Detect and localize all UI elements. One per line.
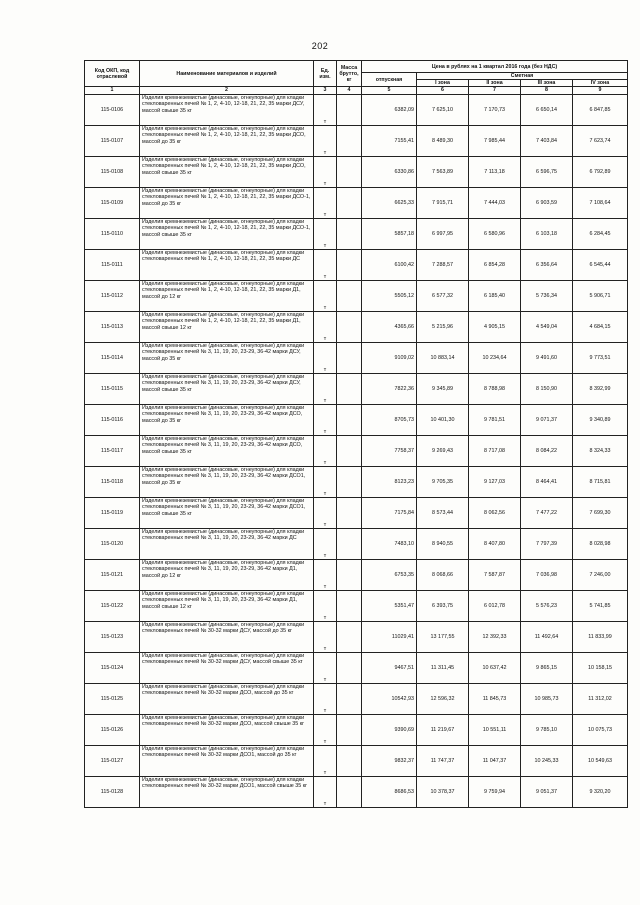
cell-zone-1-price: 12 596,32 (417, 684, 469, 715)
cell-zone-1-price: 8 573,44 (417, 498, 469, 529)
cell-zone-1-price: 11 747,37 (417, 746, 469, 777)
cell-zone-1-price: 8 940,55 (417, 529, 469, 560)
cell-zone-4-price: 5 906,71 (573, 281, 628, 312)
cell-release-price: 7822,36 (362, 374, 417, 405)
cell-zone-2-price: 6 854,28 (469, 250, 521, 281)
cell-mass (337, 343, 362, 374)
cell-release-price: 6753,35 (362, 560, 417, 591)
header-name: Наименование материалов и изделий (140, 61, 314, 87)
cell-zone-2-price: 6 012,78 (469, 591, 521, 622)
header-release-price: отпускная (362, 73, 417, 87)
cell-release-price: 4365,66 (362, 312, 417, 343)
cell-mass (337, 560, 362, 591)
cell-zone-4-price: 11 312,02 (573, 684, 628, 715)
cell-zone-2-price: 4 905,15 (469, 312, 521, 343)
cell-zone-2-price: 7 444,03 (469, 188, 521, 219)
cell-release-price: 8123,23 (362, 467, 417, 498)
cell-zone-2-price: 6 185,40 (469, 281, 521, 312)
cell-unit: т (314, 343, 337, 374)
table-row (85, 126, 628, 157)
cell-mass (337, 467, 362, 498)
cell-code: 115-0126 (85, 715, 140, 746)
cell-mass (337, 529, 362, 560)
cell-release-price: 5351,47 (362, 591, 417, 622)
cell-zone-3-price: 10 245,33 (521, 746, 573, 777)
cell-code: 115-0114 (85, 343, 140, 374)
cell-zone-2-price: 8 062,56 (469, 498, 521, 529)
cell-zone-2-price: 6 580,96 (469, 219, 521, 250)
cell-zone-3-price: 6 903,59 (521, 188, 573, 219)
cell-code: 115-0123 (85, 622, 140, 653)
cell-zone-4-price: 10 549,63 (573, 746, 628, 777)
cell-code: 115-0119 (85, 498, 140, 529)
cell-name: Изделия кремнеземистые (динасовые, огнеупорные) для кладки стекловаренных печей № 1, 2, 4-10, 12-18, 21, 22, 35 марки ДС (140, 250, 314, 281)
cell-zone-2-price: 8 717,08 (469, 436, 521, 467)
cell-mass (337, 126, 362, 157)
cell-release-price: 10542,93 (362, 684, 417, 715)
cell-release-price: 7175,84 (362, 498, 417, 529)
cell-code: 115-0112 (85, 281, 140, 312)
cell-unit: т (314, 374, 337, 405)
cell-release-price: 7758,37 (362, 436, 417, 467)
cell-mass (337, 622, 362, 653)
cell-zone-3-price: 9 491,60 (521, 343, 573, 374)
cell-unit: т (314, 591, 337, 622)
cell-code: 115-0125 (85, 684, 140, 715)
cell-zone-3-price: 6 596,75 (521, 157, 573, 188)
cell-zone-2-price: 7 587,87 (469, 560, 521, 591)
cell-zone-3-price: 6 103,18 (521, 219, 573, 250)
cell-zone-3-price: 9 071,37 (521, 405, 573, 436)
cell-zone-4-price: 7 108,64 (573, 188, 628, 219)
cell-zone-1-price: 9 705,35 (417, 467, 469, 498)
cell-unit: т (314, 653, 337, 684)
cell-code: 115-0111 (85, 250, 140, 281)
cell-mass (337, 281, 362, 312)
cell-code: 115-0117 (85, 436, 140, 467)
cell-zone-1-price: 10 378,37 (417, 777, 469, 808)
table-row (85, 467, 628, 498)
table-row (85, 95, 628, 126)
table-row (85, 746, 628, 777)
cell-zone-4-price: 6 792,89 (573, 157, 628, 188)
table-body (85, 95, 628, 808)
cell-zone-3-price: 8 084,22 (521, 436, 573, 467)
cell-name: Изделия кремнеземистые (динасовые, огнеупорные) для кладки стекловаренных печей № 1, 2, 4-10, 12-18, 21, 22, 35 марки ДСО, массой свыше 35 кг (140, 157, 314, 188)
cell-name: Изделия кремнеземистые (динасовые, огнеупорные) для кладки стекловаренных печей № 30-32 марки ДСО1, массой до 35 кг (140, 746, 314, 777)
cell-zone-4-price: 10 158,15 (573, 653, 628, 684)
cell-zone-3-price: 8 150,90 (521, 374, 573, 405)
cell-zone-3-price: 11 492,64 (521, 622, 573, 653)
page-number: 202 (311, 41, 329, 51)
table-row (85, 498, 628, 529)
cell-zone-4-price: 9 773,51 (573, 343, 628, 374)
cell-release-price: 6382,09 (362, 95, 417, 126)
cell-zone-1-price: 10 883,14 (417, 343, 469, 374)
table-row (85, 591, 628, 622)
cell-release-price: 8705,73 (362, 405, 417, 436)
cell-name: Изделия кремнеземистые (динасовые, огнеупорные) для кладки стекловаренных печей № 1, 2, 4-10, 12-18, 21, 22, 35 марки Д1, массой до 12 кг (140, 281, 314, 312)
cell-code: 115-0121 (85, 560, 140, 591)
table-row (85, 312, 628, 343)
cell-mass (337, 591, 362, 622)
cell-release-price: 11029,41 (362, 622, 417, 653)
cell-unit: т (314, 529, 337, 560)
column-number: 3 (314, 87, 337, 95)
cell-name: Изделия кремнеземистые (динасовые, огнеупорные) для кладки стекловаренных печей № 30-32 марки ДСУ, массой свыше 35 кг (140, 653, 314, 684)
cell-name: Изделия кремнеземистые (динасовые, огнеупорные) для кладки стекловаренных печей № 3, 11, 19, 20, 23-29, 36-42 марки Д1, массой свыше 12 кг (140, 591, 314, 622)
cell-name: Изделия кремнеземистые (динасовые, огнеупорные) для кладки стекловаренных печей № 3, 11, 19, 20, 23-29, 36-42 марки ДСО1, массой до 35 кг (140, 467, 314, 498)
table-row (85, 560, 628, 591)
table-row (85, 653, 628, 684)
column-number: 4 (337, 87, 362, 95)
cell-zone-2-price: 9 759,94 (469, 777, 521, 808)
table-row (85, 281, 628, 312)
cell-release-price: 9109,02 (362, 343, 417, 374)
column-number: 2 (140, 87, 314, 95)
cell-name: Изделия кремнеземистые (динасовые, огнеупорные) для кладки стекловаренных печей № 3, 11, 19, 20, 23-29, 36-42 марки ДСО, массой до 35 кг (140, 405, 314, 436)
cell-zone-3-price: 9 865,15 (521, 653, 573, 684)
cell-mass (337, 219, 362, 250)
cell-name: Изделия кремнеземистые (динасовые, огнеупорные) для кладки стекловаренных печей № 30-32 марки ДСО1, массой свыше 35 кг (140, 777, 314, 808)
cell-zone-1-price: 11 311,45 (417, 653, 469, 684)
cell-zone-4-price: 8 028,98 (573, 529, 628, 560)
header-zone-3: III зона (521, 80, 573, 87)
cell-unit: т (314, 157, 337, 188)
cell-mass (337, 250, 362, 281)
table-header (85, 61, 628, 95)
cell-zone-3-price: 7 403,84 (521, 126, 573, 157)
table-row (85, 405, 628, 436)
table-row (85, 343, 628, 374)
cell-unit: т (314, 467, 337, 498)
column-number: 9 (573, 87, 628, 95)
cell-zone-3-price: 4 549,04 (521, 312, 573, 343)
cell-code: 115-0124 (85, 653, 140, 684)
cell-zone-4-price: 9 320,20 (573, 777, 628, 808)
cell-unit: т (314, 250, 337, 281)
cell-zone-4-price: 6 847,85 (573, 95, 628, 126)
header-code: Код ОКП, код отраслевой (85, 61, 140, 87)
cell-zone-3-price: 7 477,22 (521, 498, 573, 529)
cell-zone-1-price: 6 393,75 (417, 591, 469, 622)
table-row (85, 436, 628, 467)
cell-release-price: 5857,18 (362, 219, 417, 250)
cell-unit: т (314, 95, 337, 126)
cell-zone-1-price: 7 915,71 (417, 188, 469, 219)
header-zone-4: IV зона (573, 80, 628, 87)
header-price-group: Цена в рублях на 1 квартал 2016 года (без НДС) (362, 61, 628, 73)
cell-unit: т (314, 777, 337, 808)
cell-zone-4-price: 10 075,73 (573, 715, 628, 746)
table-row (85, 622, 628, 653)
cell-zone-1-price: 6 997,95 (417, 219, 469, 250)
cell-zone-1-price: 7 288,57 (417, 250, 469, 281)
cell-mass (337, 374, 362, 405)
cell-zone-2-price: 12 392,33 (469, 622, 521, 653)
cell-mass (337, 188, 362, 219)
cell-release-price: 7483,10 (362, 529, 417, 560)
cell-zone-1-price: 9 345,89 (417, 374, 469, 405)
cell-name: Изделия кремнеземистые (динасовые, огнеупорные) для кладки стекловаренных печей № 3, 11, 19, 20, 23-29, 36-42 марки ДСУ, массой до 35 кг (140, 343, 314, 374)
cell-mass (337, 157, 362, 188)
cell-zone-2-price: 10 551,11 (469, 715, 521, 746)
cell-zone-4-price: 8 392,99 (573, 374, 628, 405)
cell-unit: т (314, 746, 337, 777)
cell-release-price: 8686,53 (362, 777, 417, 808)
cell-zone-3-price: 7 036,98 (521, 560, 573, 591)
column-number-row (85, 87, 628, 95)
cell-zone-2-price: 8 407,80 (469, 529, 521, 560)
cell-zone-3-price: 7 797,39 (521, 529, 573, 560)
cell-name: Изделия кремнеземистые (динасовые, огнеупорные) для кладки стекловаренных печей № 3, 11, 19, 20, 23-29, 36-42 марки Д1, массой до 12 кг (140, 560, 314, 591)
cell-name: Изделия кремнеземистые (динасовые, огнеупорные) для кладки стекловаренных печей № 3, 11, 19, 20, 23-29, 36-42 марки ДС (140, 529, 314, 560)
cell-zone-3-price: 6 650,14 (521, 95, 573, 126)
table-row (85, 188, 628, 219)
cell-zone-1-price: 13 177,55 (417, 622, 469, 653)
cell-zone-2-price: 8 788,98 (469, 374, 521, 405)
table-row (85, 157, 628, 188)
cell-mass (337, 777, 362, 808)
header-zone-1: I зона (417, 80, 469, 87)
cell-zone-2-price: 9 127,03 (469, 467, 521, 498)
cell-release-price: 6625,33 (362, 188, 417, 219)
cell-release-price: 9832,37 (362, 746, 417, 777)
column-number: 7 (469, 87, 521, 95)
cell-mass (337, 436, 362, 467)
cell-name: Изделия кремнеземистые (динасовые, огнеупорные) для кладки стекловаренных печей № 3, 11, 19, 20, 23-29, 36-42 марки ДСО1, массой свыше 35 кг (140, 498, 314, 529)
cell-code: 115-0107 (85, 126, 140, 157)
cell-name: Изделия кремнеземистые (динасовые, огнеупорные) для кладки стекловаренных печей № 1, 2, 4-10, 12-18, 21, 22, 35 марки ДСУ, массой свыше 35 кг (140, 95, 314, 126)
cell-unit: т (314, 622, 337, 653)
price-table (84, 60, 628, 808)
cell-unit: т (314, 436, 337, 467)
cell-release-price: 6100,42 (362, 250, 417, 281)
header-unit: Ед. изм. (314, 61, 337, 87)
cell-code: 115-0106 (85, 95, 140, 126)
cell-name: Изделия кремнеземистые (динасовые, огнеупорные) для кладки стекловаренных печей № 1, 2, 4-10, 12-18, 21, 22, 35 марки ДСО, массой до 35 кг (140, 126, 314, 157)
column-number: 8 (521, 87, 573, 95)
column-number: 5 (362, 87, 417, 95)
table-row (85, 529, 628, 560)
cell-name: Изделия кремнеземистые (динасовые, огнеупорные) для кладки стекловаренных печей № 3, 11, 19, 20, 23-29, 36-42 марки ДСУ, массой свыше 35 кг (140, 374, 314, 405)
cell-code: 115-0122 (85, 591, 140, 622)
table-row (85, 684, 628, 715)
header-mass: Масса брутто, кг (337, 61, 362, 87)
cell-unit: т (314, 715, 337, 746)
cell-mass (337, 95, 362, 126)
cell-release-price: 7155,41 (362, 126, 417, 157)
cell-code: 115-0120 (85, 529, 140, 560)
cell-zone-2-price: 7 985,44 (469, 126, 521, 157)
cell-zone-3-price: 9 051,37 (521, 777, 573, 808)
cell-name: Изделия кремнеземистые (динасовые, огнеупорные) для кладки стекловаренных печей № 30-32 марки ДСО, массой свыше 35 кг (140, 715, 314, 746)
column-number: 6 (417, 87, 469, 95)
cell-code: 115-0127 (85, 746, 140, 777)
cell-mass (337, 405, 362, 436)
cell-zone-4-price: 11 833,99 (573, 622, 628, 653)
cell-zone-3-price: 10 985,73 (521, 684, 573, 715)
cell-mass (337, 715, 362, 746)
cell-zone-1-price: 9 269,43 (417, 436, 469, 467)
cell-mass (337, 684, 362, 715)
cell-zone-4-price: 5 741,85 (573, 591, 628, 622)
cell-code: 115-0116 (85, 405, 140, 436)
cell-zone-3-price: 6 356,64 (521, 250, 573, 281)
table-row (85, 777, 628, 808)
cell-zone-2-price: 7 170,73 (469, 95, 521, 126)
cell-zone-4-price: 6 545,44 (573, 250, 628, 281)
cell-code: 115-0118 (85, 467, 140, 498)
table-row (85, 219, 628, 250)
cell-unit: т (314, 684, 337, 715)
cell-zone-2-price: 11 047,37 (469, 746, 521, 777)
cell-code: 115-0113 (85, 312, 140, 343)
table-row (85, 374, 628, 405)
cell-zone-4-price: 7 699,30 (573, 498, 628, 529)
table-row (85, 715, 628, 746)
cell-name: Изделия кремнеземистые (динасовые, огнеупорные) для кладки стекловаренных печей № 30-32 марки ДСУ, массой до 35 кг (140, 622, 314, 653)
cell-zone-1-price: 11 219,67 (417, 715, 469, 746)
cell-zone-2-price: 10 234,64 (469, 343, 521, 374)
cell-name: Изделия кремнеземистые (динасовые, огнеупорные) для кладки стекловаренных печей № 1, 2, 4-10, 12-18, 21, 22, 35 марки ДСО-1, массой до 35 кг (140, 188, 314, 219)
cell-zone-4-price: 4 684,15 (573, 312, 628, 343)
cell-zone-2-price: 10 637,42 (469, 653, 521, 684)
cell-release-price: 9467,51 (362, 653, 417, 684)
cell-unit: т (314, 188, 337, 219)
cell-zone-3-price: 5 736,34 (521, 281, 573, 312)
cell-mass (337, 746, 362, 777)
cell-mass (337, 312, 362, 343)
cell-code: 115-0128 (85, 777, 140, 808)
cell-name: Изделия кремнеземистые (динасовые, огнеупорные) для кладки стекловаренных печей № 1, 2, 4-10, 12-18, 21, 22, 35 марки Д1, массой свыше 12 кг (140, 312, 314, 343)
cell-unit: т (314, 498, 337, 529)
cell-unit: т (314, 560, 337, 591)
cell-zone-3-price: 5 576,23 (521, 591, 573, 622)
cell-code: 115-0115 (85, 374, 140, 405)
column-number: 1 (85, 87, 140, 95)
cell-unit: т (314, 126, 337, 157)
cell-zone-1-price: 5 215,96 (417, 312, 469, 343)
cell-zone-4-price: 6 284,45 (573, 219, 628, 250)
cell-mass (337, 653, 362, 684)
cell-unit: т (314, 281, 337, 312)
cell-zone-4-price: 7 246,00 (573, 560, 628, 591)
cell-zone-1-price: 10 401,30 (417, 405, 469, 436)
cell-zone-4-price: 9 340,89 (573, 405, 628, 436)
cell-unit: т (314, 219, 337, 250)
cell-code: 115-0109 (85, 188, 140, 219)
header-smeta-group: Сметная (417, 73, 628, 80)
cell-mass (337, 498, 362, 529)
cell-zone-4-price: 7 623,74 (573, 126, 628, 157)
cell-unit: т (314, 405, 337, 436)
cell-zone-2-price: 7 113,18 (469, 157, 521, 188)
cell-zone-2-price: 9 781,51 (469, 405, 521, 436)
cell-name: Изделия кремнеземистые (динасовые, огнеупорные) для кладки стекловаренных печей № 3, 11, 19, 20, 23-29, 36-42 марки ДСО, массой свыше 35 кг (140, 436, 314, 467)
cell-name: Изделия кремнеземистые (динасовые, огнеупорные) для кладки стекловаренных печей № 1, 2, 4-10, 12-18, 21, 22, 35 марки ДСО-1, массой свыше 35 кг (140, 219, 314, 250)
cell-release-price: 5505,12 (362, 281, 417, 312)
cell-zone-3-price: 8 464,41 (521, 467, 573, 498)
cell-zone-3-price: 9 785,10 (521, 715, 573, 746)
cell-zone-4-price: 8 715,81 (573, 467, 628, 498)
cell-unit: т (314, 312, 337, 343)
header-zone-2: II зона (469, 80, 521, 87)
cell-zone-1-price: 7 625,10 (417, 95, 469, 126)
table-row (85, 250, 628, 281)
cell-zone-1-price: 7 563,89 (417, 157, 469, 188)
cell-release-price: 9390,69 (362, 715, 417, 746)
cell-release-price: 6330,86 (362, 157, 417, 188)
cell-zone-2-price: 11 845,73 (469, 684, 521, 715)
cell-code: 115-0110 (85, 219, 140, 250)
cell-zone-1-price: 6 577,32 (417, 281, 469, 312)
cell-code: 115-0108 (85, 157, 140, 188)
cell-zone-4-price: 8 324,33 (573, 436, 628, 467)
cell-name: Изделия кремнеземистые (динасовые, огнеупорные) для кладки стекловаренных печей № 30-32 марки ДСО, массой до 35 кг (140, 684, 314, 715)
cell-zone-1-price: 8 068,66 (417, 560, 469, 591)
cell-zone-1-price: 8 489,30 (417, 126, 469, 157)
